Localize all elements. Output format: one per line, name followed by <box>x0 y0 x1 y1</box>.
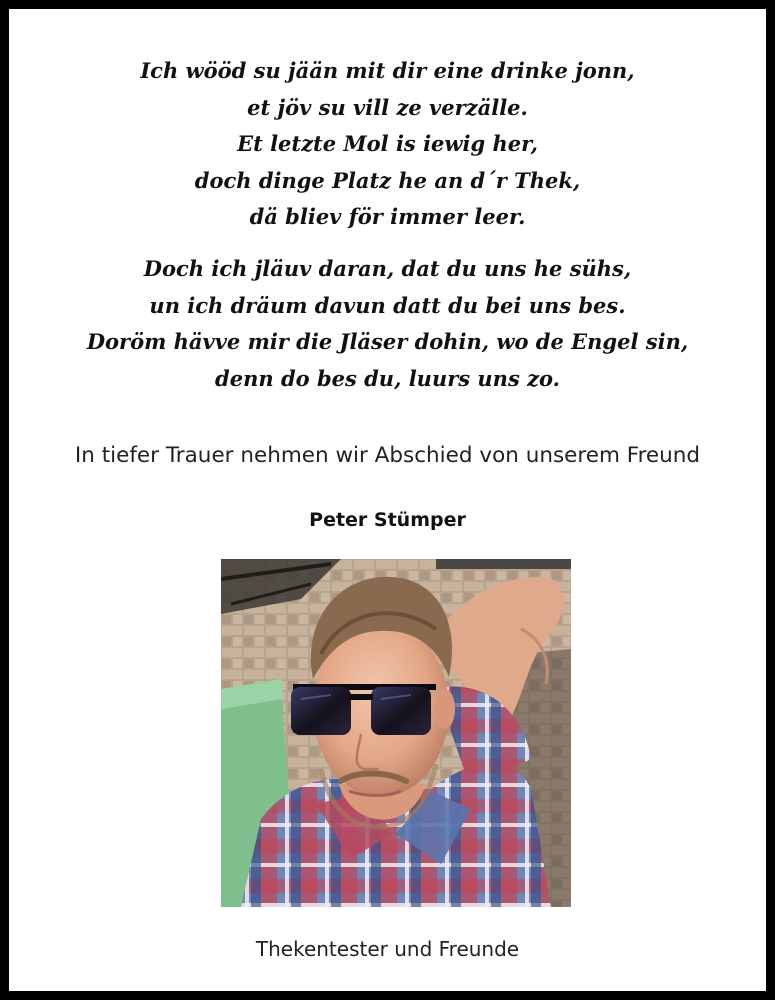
poem-stanza-1 <box>18 53 757 236</box>
poem-line: Et letzte Mol is iewig her, <box>237 131 538 156</box>
poem-line: Ich wööd su jään mit dir eine drinke jonn, <box>140 58 635 83</box>
signoff: Thekentester und Freunde <box>255 937 520 961</box>
poem-line: Doröm hävve mir die Jläser dohin, wo de Engel sin, <box>86 329 689 354</box>
poem-line: denn do bes du, luurs uns zo. <box>215 365 560 391</box>
portrait-photo <box>221 559 571 907</box>
poem-line: doch dinge Platz he an d´r Thek, <box>194 167 581 193</box>
mourning-statement: In tiefer Trauer nehmen wir Abschied von unserem Freund <box>74 443 701 468</box>
poem-line: et jöv su vill ze verzälle. <box>247 94 528 120</box>
poem-line: un ich dräum davun datt du bei uns bes. <box>149 292 626 318</box>
deceased-name: Peter Stümper <box>309 509 466 531</box>
poem-line: dä bliev för immer leer. <box>249 204 526 229</box>
poem-stanza-2 <box>18 251 757 397</box>
poem-line: Doch ich jläuv daran, dat du uns he sühs, <box>143 256 632 281</box>
